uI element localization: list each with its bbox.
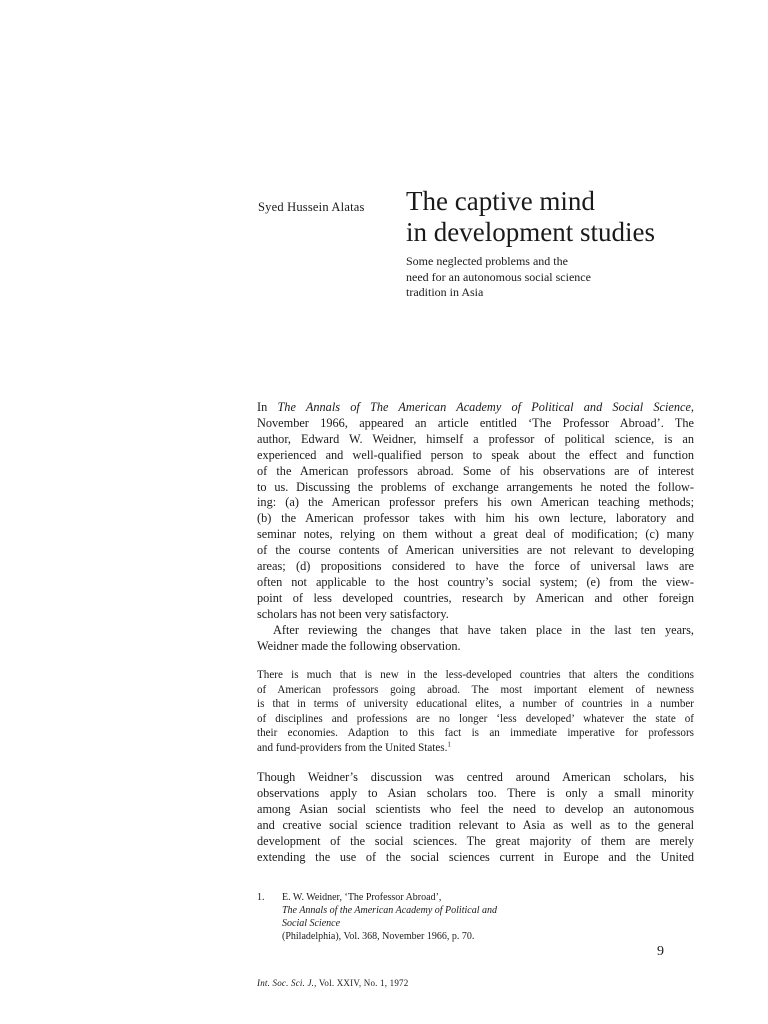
body-line: of the American professors abroad. Some of his observations are of interest (257, 463, 694, 478)
body-line: scholars has not been very satisfactory. (257, 606, 449, 621)
quote-line: is that in terms of university educational elites, a number of countries in a number (257, 698, 694, 711)
subtitle-line-3: tradition in Asia (406, 285, 484, 299)
subtitle-line-1: Some neglected problems and the (406, 254, 568, 268)
page-number: 9 (657, 944, 664, 959)
body-line: Weidner made the following observation. (257, 638, 461, 653)
body-line: of the course contents of American universities are not relevant to developing (257, 543, 694, 558)
footnote-line-1: E. W. Weidner, ‘The Professor Abroad’, The Annals of the American Academy of Political and (282, 892, 497, 916)
quote-line: of American professors going abroad. The most important element of newness (257, 683, 694, 696)
title-line-1: The captive mind (406, 186, 595, 216)
quote-line: There is much that is new in the less-developed countries that alters the conditions (257, 669, 694, 681)
body-line: often not applicable to the host country’s social system; (e) from the view- (257, 574, 694, 589)
body-line: among Asian social scientists who feel the need to develop an autonomous (257, 801, 694, 816)
footnote-reference: 1 (447, 740, 451, 749)
body-line: In The Annals of The American Academy of Political and Social Science, (257, 400, 694, 414)
body-line: experienced and well-qualified person to speak about the effect and function (257, 447, 694, 462)
author-name: Syed Hussein Alatas (258, 200, 365, 214)
footnote-line-2: Social Science (Philadelphia), Vol. 368, November 1966, p. 70. (282, 918, 475, 942)
body-line: ing: (a) the American professor prefers his own American teaching methods; (257, 495, 694, 510)
article-title (406, 186, 736, 248)
quote-line: their economies. Adaption to this fact is an immediate imperative for professors (257, 727, 694, 740)
subtitle-line-2: need for an autonomous social science (406, 269, 591, 284)
body-paragraph-1 (257, 400, 694, 623)
body-line: After reviewing the changes that have taken place in the last ten years, (273, 622, 694, 637)
block-quote (257, 668, 694, 756)
body-text-section-1 (257, 400, 694, 655)
body-paragraph-2 (257, 623, 694, 655)
body-line: areas; (d) propositions considered to have the force of universal laws are (257, 559, 694, 574)
body-line: to us. Discussing the problems of exchange arrangements he noted the follow- (257, 479, 694, 494)
journal-citation: Int. Soc. Sci. J., Vol. XXIV, No. 1, 1972 (257, 978, 409, 988)
body-line: (b) the American professor takes with him his own lecture, laboratory and (257, 511, 694, 526)
journal-title-italic: The Annals of The American Academy of Political and Social Science, (277, 400, 694, 414)
quote-line: and fund-providers from the United States.$^1$ (257, 740, 451, 754)
body-line: seminar notes, relying on them without a great deal of modification; (c) many (257, 527, 694, 542)
body-text-section-2 (257, 770, 694, 865)
article-subtitle (406, 254, 646, 301)
body-line: development of the social sciences. The great majority of them are merely (257, 833, 694, 848)
body-line: observations apply to Asian scholars too. There is only a small minority (257, 785, 694, 800)
footnote-text (282, 891, 697, 943)
quote-line: of disciplines and professions are no longer ‘less developed’ whatever the state of (257, 712, 694, 725)
title-line-2: in development studies (406, 217, 655, 247)
body-line: November 1966, appeared an article entitled ‘The Professor Abroad’. The (257, 415, 694, 430)
body-line: author, Edward W. Weidner, himself a professor of political science, is an (257, 431, 694, 446)
body-line: extending the use of the social sciences current in Europe and the United (257, 849, 694, 864)
body-line: and creative social science tradition relevant to Asia as well as to the general (257, 817, 694, 832)
body-line: Though Weidner’s discussion was centred around American scholars, his (257, 770, 694, 784)
footnote-number: 1. (257, 892, 265, 903)
body-line: point of less developed countries, research by American and other foreign (257, 590, 694, 605)
